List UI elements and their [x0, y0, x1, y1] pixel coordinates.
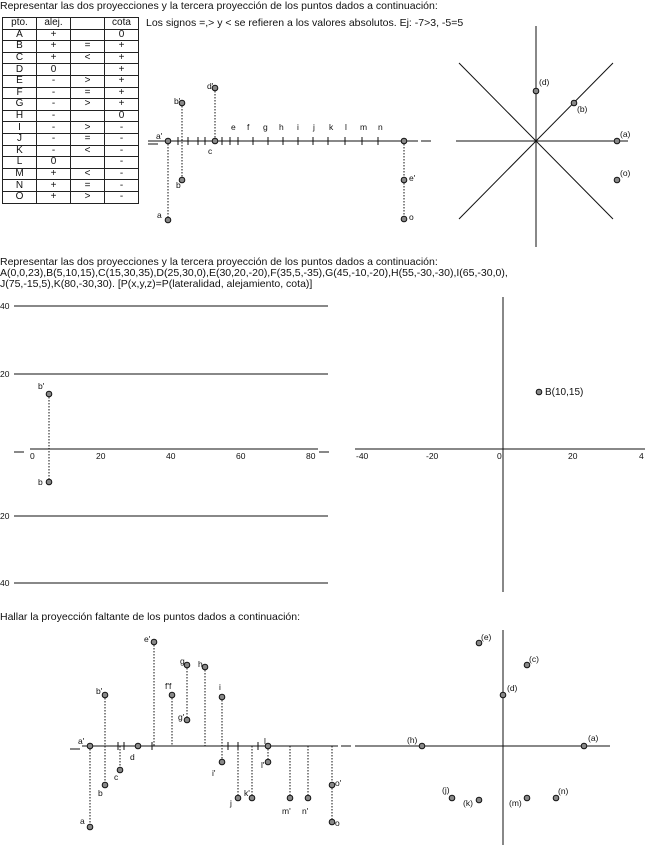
label-j-3: j — [230, 798, 232, 808]
table-cell: + — [37, 191, 71, 203]
left-y-tick-20-top: 20 — [0, 369, 10, 379]
table-cell: = — [71, 41, 105, 53]
right-x-tick-0: 0 — [497, 451, 502, 461]
table-cell: - — [37, 133, 71, 145]
label-a-prime-1: a' — [156, 131, 163, 141]
table-cell: O — [3, 191, 37, 203]
table-cell: + — [37, 52, 71, 64]
section2-points-line1: A(0,0,23),B(5,10,15),C(15,30,35),D(25,30,0),E(30,20,-20),F(35,5,-35),G(45,-10,-20),H(55,-30,-30),I(65,-30,0), — [0, 267, 508, 279]
label-b-prime-2: b' — [38, 381, 45, 391]
left-y-tick-20-bottom: 20 — [0, 511, 10, 521]
label-pn-3: (n) — [558, 786, 569, 796]
label-ph-3: (h) — [407, 735, 418, 745]
projection-lines-3 — [90, 642, 332, 827]
label-i-3: i — [219, 682, 221, 692]
left-y-tick-40-top: 40 — [0, 301, 10, 311]
table-cell: = — [71, 133, 105, 145]
table-cell: - — [105, 157, 139, 169]
section2-title: Representar las dos proyecciones y la tercera proyección de los puntos dados a continuación: — [0, 256, 438, 268]
line-label-h: h — [279, 122, 284, 132]
table-cell: + — [105, 52, 139, 64]
line-label-i: i — [297, 122, 299, 132]
table-cell: N — [3, 180, 37, 192]
label-b-1: b — [176, 180, 181, 190]
table-cell: E — [3, 75, 37, 87]
line-label-j: j — [313, 122, 315, 132]
table-cell: K — [3, 145, 37, 157]
label-pd-1: (d) — [539, 77, 550, 87]
table-cell: - — [105, 191, 139, 203]
label-pa-3: (a) — [588, 733, 599, 743]
label-a-3: a — [80, 816, 85, 826]
label-k-prime-3: k' — [244, 788, 250, 798]
table-cell: - — [105, 145, 139, 157]
label-m-prime-3: m' — [282, 806, 291, 816]
label-d-prime-1: d' — [207, 81, 214, 91]
right-x-tick-40: 4 — [639, 451, 644, 461]
left-x-tick-20: 20 — [96, 451, 106, 461]
label-c-3: c — [114, 772, 119, 782]
label-g-prime-3: g' — [178, 712, 185, 722]
label-pj-3: (j) — [442, 785, 450, 795]
label-e-prime-3: e' — [144, 634, 151, 644]
line-label-f: f — [247, 122, 250, 132]
left-x-tick-0: 0 — [30, 451, 35, 461]
label-g-3: g — [180, 656, 185, 666]
table-cell: 0 — [105, 29, 139, 41]
label-l-3: l — [264, 736, 266, 746]
section2-points-line2: J(75,-15,5),K(80,-30,30). [P(x,y,z)=P(lateralidad, alejamiento, cota)] — [0, 278, 313, 290]
table-cell: H — [3, 110, 37, 122]
table-cell: I — [3, 122, 37, 134]
line-label-m: m — [360, 122, 368, 132]
line-label-e: e — [231, 122, 236, 132]
label-h-3: h — [198, 659, 203, 669]
table-cell: C — [3, 52, 37, 64]
table-cell: - — [37, 110, 71, 122]
table-cell: < — [71, 52, 105, 64]
label-B-point: B(10,15) — [545, 387, 584, 398]
table-cell: 0 — [37, 157, 71, 169]
table-cell: > — [71, 122, 105, 134]
table-cell: + — [105, 75, 139, 87]
table-cell: < — [71, 168, 105, 180]
line-label-k: k — [329, 122, 334, 132]
line-label-l: l — [345, 122, 347, 132]
label-e-prime-1: e' — [409, 173, 416, 183]
table-cell: - — [37, 122, 71, 134]
table-cell: + — [105, 87, 139, 99]
table-cell: = — [71, 87, 105, 99]
table-cell: M — [3, 168, 37, 180]
label-pk-3: (k) — [463, 798, 473, 808]
table-cell: 0 — [105, 110, 139, 122]
table-cell: - — [37, 145, 71, 157]
table-cell: + — [37, 29, 71, 41]
table-cell: > — [71, 99, 105, 111]
label-d-3: d — [130, 752, 135, 762]
table-cell: B — [3, 41, 37, 53]
table-header-cell: alej. — [37, 18, 71, 30]
table-cell: F — [3, 87, 37, 99]
points — [46, 85, 620, 830]
section3-title: Hallar la proyección faltante de los puntos dados a continuación: — [0, 611, 301, 623]
label-o-prime-3: o' — [335, 778, 342, 788]
label-po-1: (o) — [620, 168, 631, 178]
table-cell: = — [71, 180, 105, 192]
label-pd-3: (d) — [507, 683, 518, 693]
label-pe-3: (e) — [481, 632, 492, 642]
label-a-1: a — [157, 210, 162, 220]
label-pa-1: (a) — [620, 129, 631, 139]
table-cell: + — [37, 168, 71, 180]
table-cell: 0 — [37, 64, 71, 76]
label-pm-3: (m) — [509, 798, 522, 808]
table-cell: G — [3, 99, 37, 111]
label-pb-1: (b) — [577, 104, 588, 114]
table-cell: < — [71, 145, 105, 157]
line-label-g: g — [263, 122, 268, 132]
table-cell: + — [105, 41, 139, 53]
table-cell: L — [3, 157, 37, 169]
label-b-3: b — [98, 788, 103, 798]
table-cell: + — [37, 180, 71, 192]
table-cell: D — [3, 64, 37, 76]
table-cell: + — [105, 99, 139, 111]
line-label-n: n — [378, 122, 383, 132]
table-cell: - — [105, 180, 139, 192]
left-x-tick-40: 40 — [166, 451, 176, 461]
label-n-prime-3: n' — [302, 806, 309, 816]
table-cell: J — [3, 133, 37, 145]
section1-note: Los signos =,> y < se refieren a los valores absolutos. Ej: -7>3, -5=5 — [146, 17, 464, 29]
table-cell: - — [37, 99, 71, 111]
left-x-tick-60: 60 — [236, 451, 246, 461]
table-cell: - — [37, 75, 71, 87]
projection-lines-1 — [168, 88, 404, 220]
table-header-cell: cota — [105, 18, 139, 30]
label-i-prime-3: i' — [212, 768, 216, 778]
table-cell: > — [71, 75, 105, 87]
label-pc-3: (c) — [529, 654, 539, 664]
left-x-tick-80: 80 — [306, 451, 316, 461]
table-header-cell: pto. — [3, 18, 37, 30]
table-cell: + — [105, 64, 139, 76]
label-a-prime-3: a' — [78, 736, 85, 746]
label-b-prime-3: b' — [96, 686, 103, 696]
table-cell: + — [37, 41, 71, 53]
right-x-tick-minus40: -40 — [356, 451, 369, 461]
table-cell: > — [71, 191, 105, 203]
label-f-prime-3: f'f — [165, 681, 172, 691]
table-cell: - — [105, 168, 139, 180]
section1-title: Representar las dos proyecciones y la tercera proyección de los puntos dados a continuación: — [0, 0, 438, 12]
label-o-1: o — [409, 212, 414, 222]
table-cell: - — [105, 122, 139, 134]
left-y-tick-40-bottom: 40 — [0, 578, 10, 588]
right-x-tick-minus20: -20 — [426, 451, 439, 461]
label-b-prime-1: b' — [174, 96, 181, 106]
label-c-1: c — [208, 146, 213, 156]
table-cell: - — [105, 133, 139, 145]
label-o-3: o — [335, 818, 340, 828]
label-b-2: b — [38, 477, 43, 487]
table-cell: A — [3, 29, 37, 41]
table-cell: - — [37, 87, 71, 99]
right-x-tick-20: 20 — [568, 451, 578, 461]
label-l-prime-3: l' — [261, 760, 265, 770]
